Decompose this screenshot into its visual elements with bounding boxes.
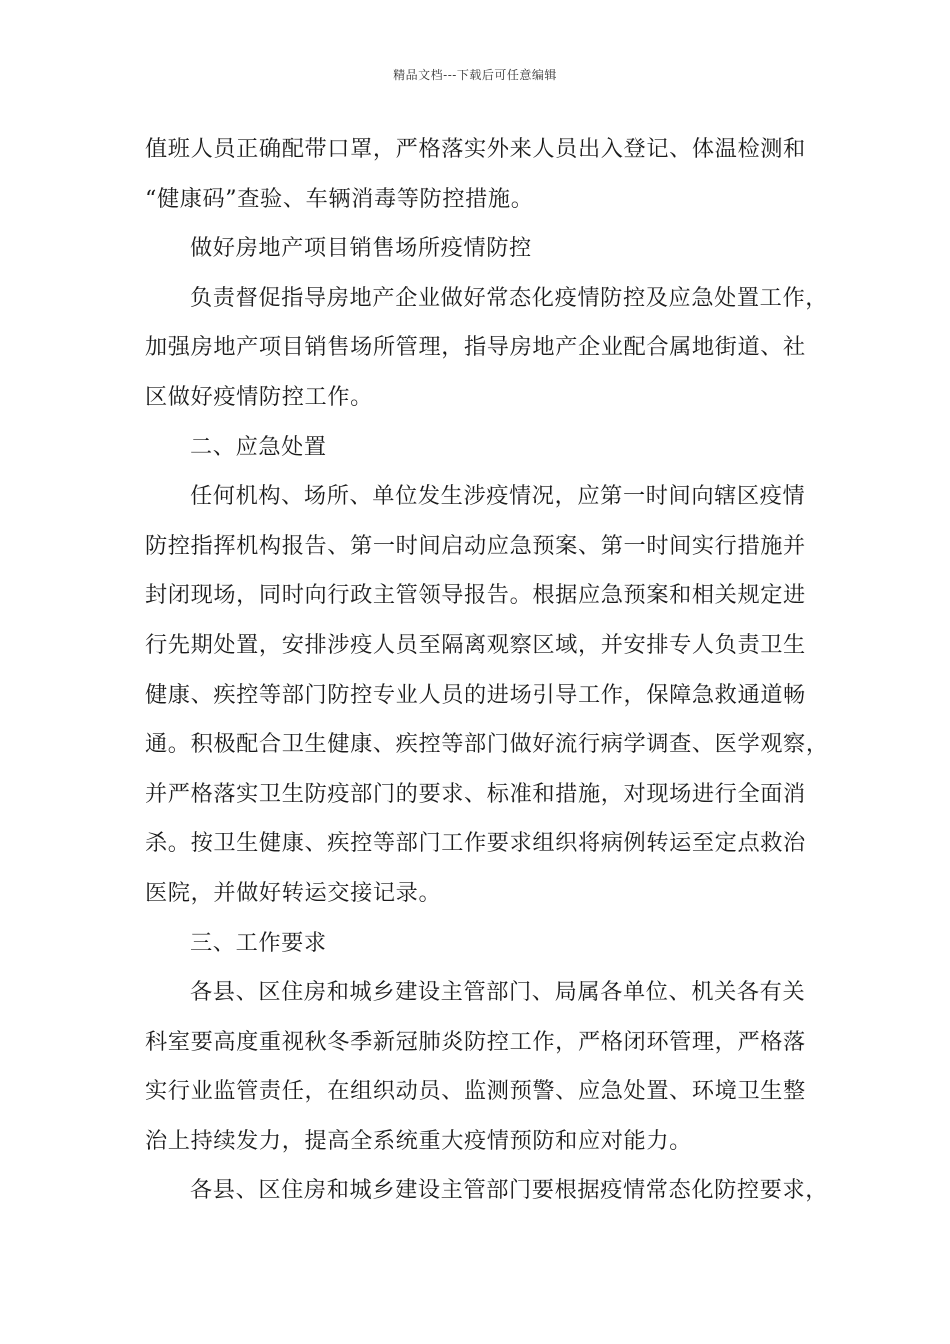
text-line: 各县、区住房和城乡建设主管部门、局属各单位、机关各有关	[190, 979, 806, 1006]
document-body	[145, 125, 829, 1216]
text-line: 治上持续发力，提高全系统重大疫情预防和应对能力。	[145, 1127, 692, 1154]
text-line: 医院，并做好转运交接记录。	[145, 879, 442, 906]
text-line: 各县、区住房和城乡建设主管部门要根据疫情常态化防控要求，	[190, 1177, 829, 1204]
page-header: 精品文档---下载后可任意编辑	[393, 68, 557, 82]
section-heading: 做好房地产项目销售场所疫情防控	[190, 235, 532, 262]
section-heading: 三、工作要求	[190, 929, 327, 956]
text-line: 值班人员正确配带口罩，严格落实外来人员出入登记、体温检测和	[145, 136, 806, 162]
section-heading: 二、应急处置	[190, 433, 327, 460]
text-line: 健康、疾控等部门防控专业人员的进场引导工作，保障急救通道畅	[145, 681, 806, 708]
text-line: 任何机构、场所、单位发生涉疫情况，应第一时间向辖区疫情	[190, 483, 806, 510]
text-line: 负责督促指导房地产企业做好常态化疫情防控及应急处置工作，	[190, 284, 829, 311]
text-line: 封闭现场，同时向行政主管领导报告。根据应急预案和相关规定进	[145, 582, 806, 609]
text-line: 通。积极配合卫生健康、疾控等部门做好流行病学调查、医学观察，	[145, 731, 829, 758]
text-line: 加强房地产项目销售场所管理，指导房地产企业配合属地街道、社	[145, 334, 806, 361]
document-text	[145, 125, 829, 1216]
text-line: “健康码”查验、车辆消毒等防控措施。	[145, 185, 534, 212]
text-line: 科室要高度重视秋冬季新冠肺炎防控工作，严格闭环管理，严格落	[145, 1028, 806, 1055]
text-line: 行先期处置，安排涉疫人员至隔离观察区域，并安排专人负责卫生	[145, 631, 806, 658]
text-line: 并严格落实卫生防疫部门的要求、标准和措施，对现场进行全面消	[145, 780, 806, 807]
text-line: 杀。按卫生健康、疾控等部门工作要求组织将病例转运至定点救治	[145, 830, 806, 857]
text-line: 实行业监管责任，在组织动员、监测预警、应急处置、环境卫生整	[145, 1078, 806, 1105]
text-line: 防控指挥机构报告、第一时间启动应急预案、第一时间实行措施并	[145, 532, 806, 559]
text-line: 区做好疫情防控工作。	[145, 383, 373, 410]
